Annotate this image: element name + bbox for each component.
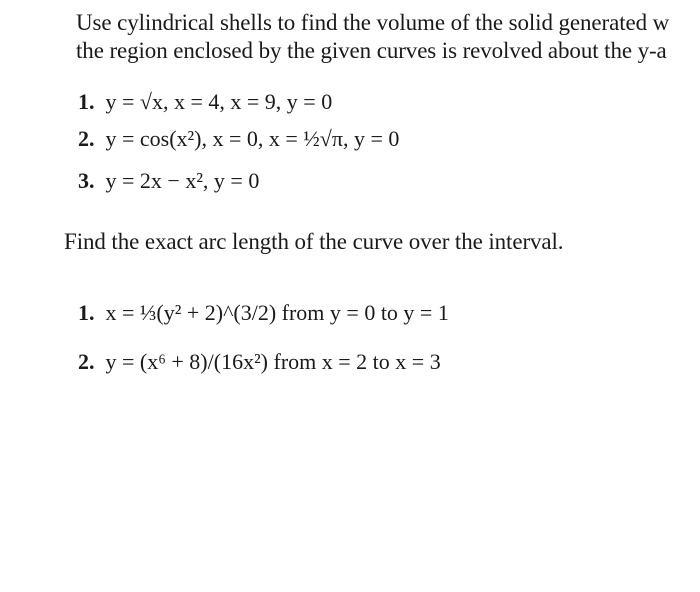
problem-number: 2.: [78, 349, 95, 374]
problem-number: 3.: [78, 168, 95, 193]
problem-equation: y = cos(x²), x = 0, x = ½√π, y = 0: [105, 126, 400, 151]
section1-intro-line1: Use cylindrical shells to find the volume of the solid generated w: [76, 10, 670, 35]
section2-problem-2: [78, 349, 441, 375]
section1-problem-1: [78, 89, 332, 115]
problem-equation: y = √x, x = 4, x = 9, y = 0: [105, 89, 333, 114]
problem-equation: x = ⅓(y² + 2)^(3/2) from y = 0 to y = 1: [105, 300, 449, 325]
problem-equation: y = (x⁶ + 8)/(16x²) from x = 2 to x = 3: [105, 349, 441, 374]
problem-number: 1.: [78, 89, 95, 114]
section1-intro-line2: the region enclosed by the given curves is revolved about the y-a: [76, 38, 667, 63]
problem-equation: y = 2x − x², y = 0: [105, 168, 260, 193]
problem-number: 1.: [78, 300, 95, 325]
problem-number: 2.: [78, 126, 95, 151]
section2-problem-1: [78, 300, 449, 326]
section1-problem-2: [78, 126, 399, 152]
section2-intro: Find the exact arc length of the curve over the interval.: [64, 229, 564, 254]
section1-problem-3: [78, 168, 259, 194]
